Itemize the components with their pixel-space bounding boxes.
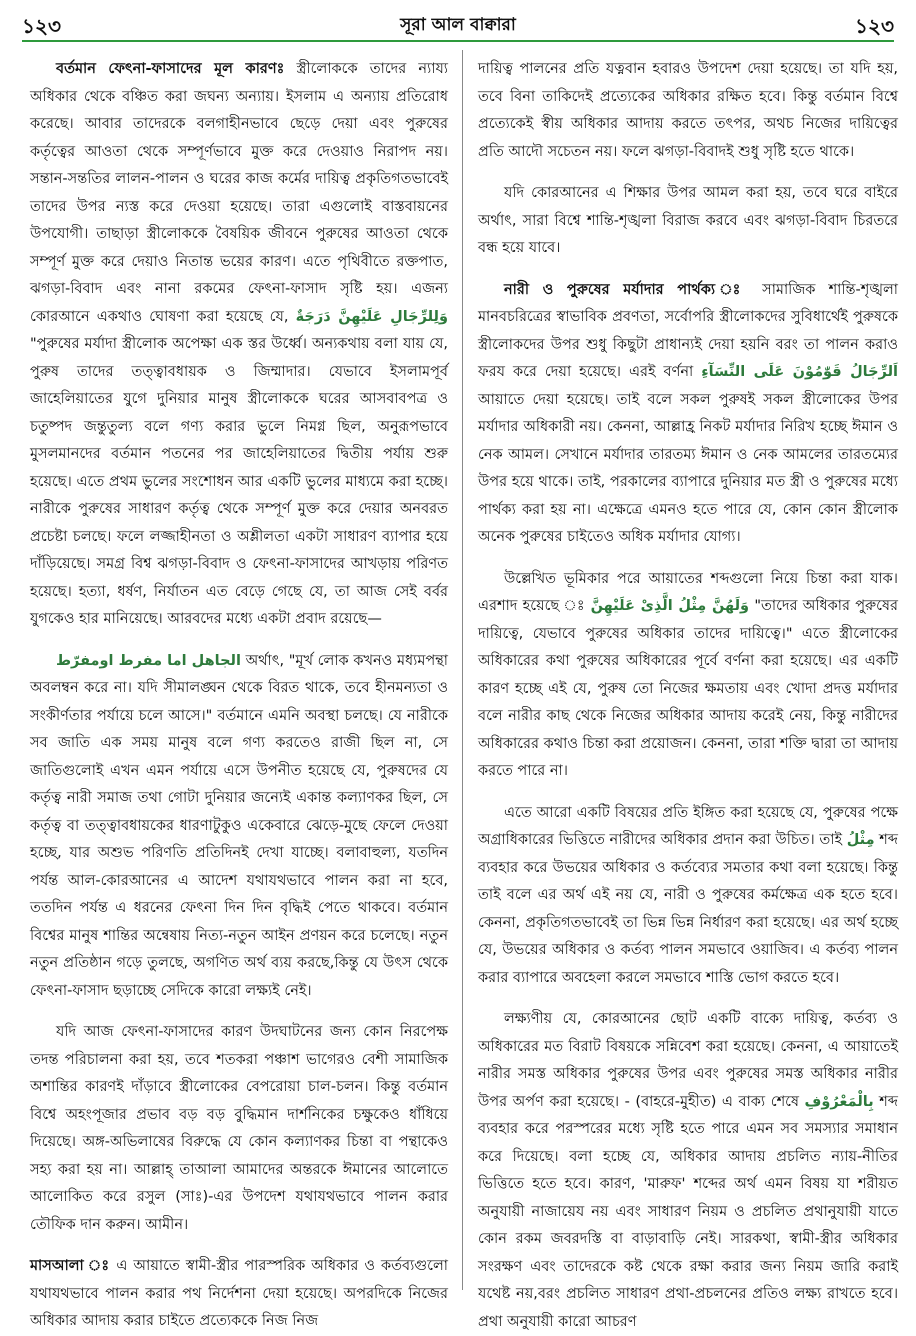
paragraph-text: শব্দ ব্যবহার করে উভয়ের অধিকার ও কর্তব্যের সমতার কথা বলা হয়েছে। কিন্তু তাই বলে এর অর্থ এই নয় যে, নারী ও পুরুষের কর্মক্ষেত্র এক হতে হবে। কেননা, প্রকৃতিগতভাবেই তা ভিন্ন ভিন্ন নির্ধারণ করা হয়েছে। এর অর্থ হচ্ছে যে, উভয়ের অধিকার ও কর্তব্য পালন সমভাবে ওয়াজিব। এ কর্তব্য পালন করার ব্যাপারে অবহেলা করলে সমভাবে শাস্তি ভোগ করতে হবে। bbox=[478, 832, 898, 986]
paragraph-text: দায়িত্ব পালনের প্রতি যত্নবান হবারও উপদেশ দেয়া হয়েছে। তা যদি হয়, তবে বিনা তাকিদেই প্রত্যেকের অধিকার রক্ষিত হবে। কিন্তু বর্তমান বিশ্বে প্রত্যেকেই স্বীয় অধিকার আদায় করতে তৎপর, অথচ নিজের দায়িত্বের প্রতি আদৌ সচেতন নয়। ফলে ঝগড়া-বিবাদই শুধু সৃষ্টি হতে থাকে। bbox=[478, 61, 898, 160]
paragraph-text: যদি আজ ফেৎনা-ফাসাদের কারণ উদঘাটনের জন্য কোন নিরপেক্ষ তদন্ত পরিচালনা করা হয়, তবে শতকরা পঞ্চাশ ভাগেরও বেশী সামাজিক অশান্তির কারণই দাঁড়াবে স্ত্রীলোকের বেপরোয়া চাল-চলন। কিন্তু বর্তমান বিশ্বে অহংপূজার প্রভাব বড় বড় বুদ্ধিমান দার্শনিকের চক্ষুকেও ধাঁধিয়ে দিয়েছে। অঙ্গ-অভিলাষের বিরুদ্ধে যে কোন কল্যাণকর চিন্তা বা পন্থাকেও সহ্য করা হয় না। আল্লাহ্ তাআলা আমাদের অন্তরকে ঈমানের আলোতে আলোকিত করে রসুল (সাঃ)-এর উপদেশ যথাযথভাবে পালন করার তৌফিক দান করুন। আমীন। bbox=[30, 1024, 448, 1233]
left-column bbox=[30, 56, 449, 1329]
paragraph-heading: বর্তমান ফেৎনা-ফাসাদের মূল কারণঃ bbox=[56, 61, 285, 77]
paragraph-text: স্ত্রীলোককে তাদের ন্যায্য অধিকার থেকে বঞ্চিত করা জঘন্য অন্যায়। ইসলাম এ অন্যায় প্রতিরোধ করেছে। আবার তাদেরকে বলগাহীনভাবে ছেড়ে দেয়া এবং পুরুষের কর্তৃত্বের আওতা থেকে সম্পূর্ণভাবে মুক্ত করে দেওয়াও নিরাপদ নয়। সন্তান-সন্ততির লালন-পালন ও ঘরের কাজ কর্মের দায়িত্ব প্রকৃতিগতভাবেই তাদের উপর ন্যস্ত করে দেওয়া হয়েছে। তারা এগুলোই বাস্তবায়নের উপযোগী। তাছাড়া স্ত্রীলোককে বৈষয়িক জীবনে পুরুষের আওতা থেকে সম্পূর্ণ মুক্ত করে দেয়াও নিতান্ত ভয়ের কারণ। এতে পৃথিবীতে রক্তপাত, ঝগড়া-বিবাদ এবং নানা রকমের ফেৎনা-ফাসাদ সৃষ্টি হয়। এজন্য কোরআনে একথাও ঘোষণা করা হয়েছে যে, bbox=[30, 61, 449, 325]
paragraph bbox=[478, 800, 898, 993]
arabic-quote: بِالْمَعْرُوْفِ bbox=[804, 1093, 874, 1110]
column-divider bbox=[462, 50, 463, 1290]
paragraph-text: "পুরুষের মর্যাদা স্ত্রীলোক অপেক্ষা এক স্তর উর্ধ্বে। অন্যকথায় বলা যায় যে, পুরুষ তাদের তত্ত্বাবধায়ক ও জিম্মাদার। যেভাবে ইসলামপূর্ব জাহেলিয়াতের যুগে দুনিয়ার মানুষ স্ত্রীলোককে ঘরের আসবাবপত্র ও চতুষ্পদ জন্তুতুল্য বলে গণ্য করার ভুলে নিমগ্ন ছিল, অনুরূপভাবে মুসলমানদের বর্তমান পতনের পর জাহেলিয়াতের দ্বিতীয় পর্যায় শুরু হয়েছে। এতে প্রথম ভুলের সংশোধন আর একটি ভুলের মাধ্যমে করা হচ্ছে। নারীকে পুরুষের সাধারণ কর্তৃত্ব থেকে সম্পূর্ণ মুক্ত করে দেয়ার অনবরত প্রচেষ্টা চলছে। ফলে লজ্জাহীনতা ও অশ্লীলতা একটা সাধারণ ব্যাপার হয়ে দাঁড়িয়েছে। সমগ্র বিশ্ব ঝগড়া-বিবাদ ও ফেৎনা-ফাসাদের আখড়ায় পরিণত হয়েছে। হত্যা, ধর্ষণ, নির্যাতন এত বেড়ে গেছে যে, তা আজ সেই বর্বর যুগকেও হার মানিয়েছে। আরবদের মধ্যে একটা প্রবাদ রয়েছে— bbox=[30, 336, 448, 627]
paragraph-text: লক্ষ্যণীয় যে, কোরআনের ছোট একটি বাক্যে দায়িত্ব, কর্তব্য ও অধিকারের মত বিরাট বিষয়কে সন্নিবেশ করা হয়েছে। কেননা, এ আয়াতেই নারীর সমস্ত অধিকার পুরুষের উপর এবং পুরুষের সমস্ত অধিকার নারীর উপর অর্পণ করা হয়েছে। - (বাহরে-মুহীত) এ বাক্য শেষে bbox=[478, 1011, 898, 1110]
arabic-quote: الجاهل اما مفرط اومفرّط bbox=[56, 652, 241, 669]
paragraph-text: এ আয়াতে স্বামী-স্ত্রীর পারস্পরিক অধিকার ও কর্তব্যগুলো যথাযথভাবে পালন করার পথ নির্দেশনা দেয়া হয়েছে। অপরদিকে নিজের অধিকার আদায় করার চাইতে প্রত্যেককে নিজ নিজ bbox=[30, 1258, 448, 1329]
paragraph bbox=[30, 648, 448, 1006]
paragraph-heading: নারী ও পুরুষের মর্যাদার পার্থক্য ঃ bbox=[504, 281, 749, 298]
page-header bbox=[22, 8, 894, 44]
paragraph bbox=[478, 277, 898, 552]
arabic-quote: مِثْلُ bbox=[846, 832, 875, 848]
page-number-right: ১২৩ bbox=[855, 14, 894, 38]
paragraph-text: আয়াতে দেয়া হয়েছে। তাই বলে সকল পুরুষই সকল স্ত্রীলোকের উপর মর্যাদার অধিকারী নয়। কেননা, আল্লাহ্র নিকট মর্যাদার নিরিখ হচ্ছে ঈমান ও নেক আমল। সেখানে মর্যাদার তারতম্য ঈমান ও নেক আমলের তারতম্যের উপর হয়ে থাকে। তাই, পরকালের ব্যাপারে দুনিয়ার মত স্ত্রী ও পুরুষের মধ্যে পার্থক্য করা হয় না। এক্ষেত্রে এমনও হতে পারে যে, কোন কোন স্ত্রীলোক অনেক পুরুষের চাইতেও অধিক মর্যাদার যোগ্য। bbox=[478, 391, 898, 545]
paragraph bbox=[30, 1253, 448, 1336]
paragraph bbox=[478, 56, 898, 166]
arabic-quote: وَلِلرِّجَالِ عَلَيْهِنَّ دَرَجَةٌ bbox=[295, 308, 449, 325]
right-column bbox=[478, 56, 898, 1330]
paragraph bbox=[30, 1019, 448, 1239]
paragraph bbox=[30, 56, 448, 634]
paragraph-text: শব্দ ব্যবহার করে পরস্পরের মধ্যে সৃষ্টি হতে পারে এমন সব সমস্যার সমাধান করে দিয়েছে। বলা হচ্ছে যে, অধিকার আদায় প্রচলিত ন্যায়-নীতির ভিত্তিতে হতে হবে। কারণ, 'মারুফ' শব্দের অর্থ এমন বিষয় যা শরীয়ত অনুযায়ী নাজায়েয নয় এবং সাধারণ নিয়ম ও প্রচলিত প্রথানুযায়ী যাতে কোন রকম জবরদস্তি বা বাড়াবাড়ি নেই। সারকথা, স্বামী-স্ত্রীর অধিকার সংরক্ষণ এবং তাদেরকে কষ্ট থেকে রক্ষা করার জন্য নিয়ম জারি করাই যথেষ্ট নয়,বরং প্রচলিত সাধারণ প্রথা-প্রচলনের প্রতিও লক্ষ্য রাখতে হবে। প্রথা অনুযায়ী কারো আচরণ bbox=[478, 1093, 898, 1330]
paragraph-text: এতে আরো একটি বিষয়ের প্রতি ইঙ্গিত করা হয়েছে যে, পুরুষের পক্ষে অগ্রাধিকারের ভিত্তিতে নারীদের অধিকার প্রদান করা উচিত। তাই bbox=[478, 804, 898, 848]
paragraph-heading: মাসআলা ঃ bbox=[30, 1258, 111, 1274]
paragraph-text: সামাজিক শান্তি-শৃঙ্খলা মানবচরিত্রের স্বাভাবিক প্রবণতা, সর্বোপরি স্ত্রীলোকদের সুবিধার্থেই পুরুষকে স্ত্রীলোকদের উপর শুধু কিছুটা প্রাধান্যই দেয়া হয়নি বরং তা পালন করাও ফরয করে দেয়া হয়েছে। এরই বর্ণনা bbox=[478, 281, 898, 380]
page-title: সূরা আল বাক্বারা bbox=[400, 15, 516, 35]
paragraph-text: "তাদের অধিকার পুরুষের দায়িত্বে, যেভাবে পুরুষের অধিকার তাদের দায়িত্বে।" এতে স্ত্রীলোকের অধিকারের কথা পুরুষের অধিকারের পূর্বে বর্ণনা করা হয়েছে। এর একটি কারণ হচ্ছে এই যে, পুরুষ তো নিজের ক্ষমতায় এবং খোদা প্রদত্ত মর্যাদার বলে নারীর কাছ থেকে নিজের অধিকার আদায় করেই নেয়, কিন্তু নারীদের অধিকারের কথাও চিন্তা করা প্রয়োজন। কেননা, তারা শক্তি দ্বারা তা আদায় করতে পারে না। bbox=[478, 598, 898, 779]
page-number-left: ১২৩ bbox=[22, 14, 61, 38]
paragraph bbox=[478, 1006, 898, 1336]
paragraph-text: অর্থাৎ, "মূর্খ লোক কখনও মধ্যমপন্থা অবলম্বন করে না। যদি সীমালঙ্ঘন থেকে বিরত থাকে, তবে হীনমন্যতা ও সংকীর্ণতার পর্যায়ে চলে আসে।" বর্তমানে এমনি অবস্থা চলছে। যে নারীকে সব জাতি এক সময় মানুষ বলে গণ্য করতেও রাজী ছিল না, সে জাতিগুলোই এখন এমন পর্যায়ে এসে উপনীত হয়েছে যে, পুরুষদের যে কর্তৃত্ব নারী সমাজ তথা গোটা দুনিয়ার জন্যেই একান্ত কল্যাণকর ছিল, সে কর্তৃত্ব বা তত্ত্বাবধায়কের ধারণাটুকুও একেবারে ঝেড়ে-মুছে ফেলে দেওয়া হচ্ছে, যার অশুভ পরিণতি প্রতিদিনই দেখা যাচ্ছে। বলাবাহুল্য, যতদিন পর্যন্ত আল-কোরআনের এ আদেশ যথাযথভাবে পালন করা না হবে, ততদিন পর্যন্ত এ ধরনের ফেৎনা দিন দিন বৃদ্ধিই পেতে থাকবে। বর্তমান বিশ্বের মানুষ শান্তির অন্বেষায় নিত্য-নতুন আইন প্রণয়ন করে চলেছে। নতুন নতুন প্রতিষ্ঠান গড়ে তুলছে, অগণিত অর্থ ব্যয় করছে,কিন্তু যে উৎস থেকে ফেৎনা-ফাসাদ ছড়াচ্ছে সেদিকে কারো লক্ষ্যই নেই। bbox=[30, 652, 449, 999]
header-rule bbox=[22, 40, 894, 42]
paragraph bbox=[478, 566, 898, 786]
arabic-quote: وَلَهُنَّ مِثْلُ الَّذِىْ عَلَيْهِنَّ bbox=[590, 598, 750, 614]
paragraph-text: উল্লেখিত ভূমিকার পরে আয়াতের শব্দগুলো নিয়ে চিন্তা করা যাক। এরশাদ হয়েছে ঃ bbox=[478, 570, 898, 614]
arabic-quote: اَلرِّجَالُ قَوّٰمُوْنَ عَلَى النِّسَآءِ bbox=[701, 364, 898, 380]
paragraph bbox=[478, 180, 898, 263]
paragraph-text: যদি কোরআনের এ শিক্ষার উপর আমল করা হয়, তবে ঘরে বাইরে অর্থাৎ, সারা বিশ্বে শান্তি-শৃঙ্খলা বিরাজ করবে এবং ঝগড়া-বিবাদ চিরতরে বন্ধ হয়ে যাবে। bbox=[478, 185, 898, 256]
